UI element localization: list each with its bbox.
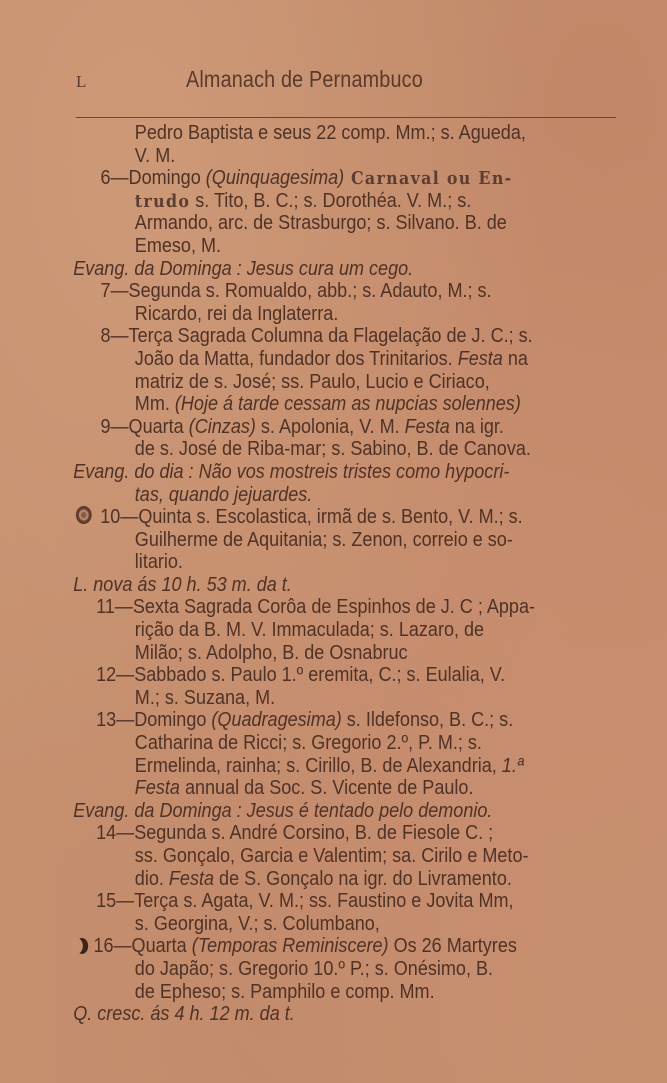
day-number: 12— <box>96 663 135 687</box>
new-moon-note <box>60 574 566 597</box>
entry-text: Os 26 Martyres <box>388 934 517 958</box>
weekday: Quarta <box>131 934 192 958</box>
entry-text: s. Apolonia, V. M. <box>255 414 405 438</box>
gospel-note-13 <box>60 800 566 823</box>
entry-8-line-2 <box>60 348 566 371</box>
entry-8-line-3: matriz de s. José; ss. Paulo, Lucio e Ciriaco, <box>134 369 490 393</box>
festa-label: Festa <box>404 414 450 438</box>
entry-7-line-1 <box>60 280 566 303</box>
day-number: 6— <box>100 166 129 190</box>
moon-phase-text: L. nova ás 10 h. 53 m. da t. <box>73 572 292 596</box>
full-moon-icon <box>76 506 92 524</box>
gospel-text: Evang. do dia : Não vos mostreis tristes como hypocri- <box>73 459 510 483</box>
page-header <box>76 66 616 106</box>
entry-6-line-3: Armando, arc. de Strasburgo; s. Silvano. B. de <box>134 211 507 235</box>
entry-text: de S. Gonçalo na igr. do Livramento. <box>214 866 512 890</box>
running-title: Almanach de Pernambuco <box>186 66 423 92</box>
entry-6-line-1 <box>60 167 566 190</box>
entry-text: Segunda s. André Corsino, B. de Fiesole C. ; <box>134 821 494 845</box>
entry-5-line-2: V. M. <box>134 143 176 167</box>
day-number: 9— <box>100 414 129 438</box>
day-number: 13— <box>96 708 135 732</box>
entry-12-line-1 <box>60 664 566 687</box>
entry-13-line-3 <box>60 755 566 778</box>
entry-text: Ermelinda, rainha; s. Cirillo, B. de Alexandria, <box>134 753 502 777</box>
weekday: Domingo <box>128 166 206 190</box>
entry-text: na igr. <box>449 414 504 438</box>
entry-14-line-3 <box>60 868 566 891</box>
entry-text: na <box>502 346 528 370</box>
festa-label: Festa <box>168 866 215 890</box>
entry-text: dio. <box>134 866 169 890</box>
entry-12-line-2: M.; s. Suzana, M. <box>134 685 276 709</box>
festa-label: Festa <box>457 346 503 370</box>
crescent-moon-icon <box>76 938 88 954</box>
day-number: 11— <box>96 595 133 619</box>
entry-16-line-2: do Japão; s. Gregorio 10.º P.; s. Onésimo, B. <box>134 956 494 980</box>
entry-15-line-2: s. Georgina, V.; s. Columbano, <box>134 911 380 935</box>
liturgical-note: (Quinquagesima) <box>205 166 345 190</box>
entry-13-line-1 <box>60 709 566 732</box>
entry-text: Quinta s. Escolastica, irmã de s. Bento, V. M.; s. <box>138 505 523 529</box>
entry-13-line-2: Catharina de Ricci; s. Gregorio 2.º, P. M.; s. <box>134 731 482 755</box>
gospel-text: Evang. da Dominga : Jesus é tentado pelo demonio. <box>73 798 493 822</box>
entry-text: Terça s. Agata, V. M.; ss. Faustino e Jovita Mm, <box>134 889 514 913</box>
carnaval-heading: Carnaval ou En- <box>344 168 513 190</box>
entry-11-line-2: rição da B. M. V. Immaculada; s. Lazaro, de <box>134 618 485 642</box>
entry-11-line-1 <box>60 596 566 619</box>
entry-8-line-4 <box>60 393 566 416</box>
entry-7-line-2: Ricardo, rei da Inglaterra. <box>134 301 339 325</box>
entry-14-line-2: ss. Gonçalo, Garcia e Valentim; sa. Cirilo e Meto- <box>134 844 529 867</box>
weekday: Domingo <box>134 708 212 732</box>
entry-5-line-1: Pedro Baptista e seus 22 comp. Mm.; s. Agueda, <box>134 121 526 144</box>
gospel-text: tas, quando jejuardes. <box>134 482 313 506</box>
entry-14-line-1 <box>60 822 566 845</box>
entry-text: Sabbado s. Paulo 1.º eremita, C.; s. Eulalia, V. <box>134 663 506 687</box>
day-number: 15— <box>96 889 135 913</box>
entry-6-line-2 <box>60 190 566 213</box>
entry-15-line-1 <box>60 890 566 913</box>
gospel-note-9-line-2 <box>60 484 566 507</box>
entry-16-line-1 <box>60 935 566 958</box>
entry-text: s. Ildefonso, B. C.; s. <box>341 708 514 732</box>
entry-10-line-2: Guilherme de Aquitania; s. Zenon, correio e so- <box>134 527 513 551</box>
calendar-text <box>60 122 635 1026</box>
header-rule <box>76 117 616 118</box>
entry-16-line-3: de Epheso; s. Pamphilo e comp. Mm. <box>134 979 435 1003</box>
entry-text: Terça Sagrada Columna da Flagelação de J. C.; s. <box>128 324 533 348</box>
gospel-text: . da Dominga : Jesus cura um cego. <box>124 256 414 280</box>
entry-text: Mm. <box>134 392 175 416</box>
nupcias-note: (Hoje á tarde cessam as nupcias solennes) <box>174 392 521 416</box>
entry-10-line-1 <box>60 506 566 529</box>
page-number: L <box>76 72 87 91</box>
entry-9-line-1 <box>60 416 566 439</box>
entry-text: s. Tito, B. C.; s. Dorothéa. V. M.; s. <box>190 188 472 212</box>
day-number: 14— <box>96 821 135 845</box>
liturgical-note: (Cinzas) <box>188 414 256 438</box>
entry-text: annual da Soc. S. Vicente de Paulo. <box>179 776 474 800</box>
gospel-note-6 <box>60 258 566 281</box>
entry-text: João da Matta, fundador dos Trinitarios. <box>134 346 458 370</box>
entry-9-line-2: de s. José de Riba-mar; s. Sabino, B. de Canova. <box>134 437 531 461</box>
first-quarter-note <box>60 1003 566 1026</box>
day-number: 16— <box>93 934 132 958</box>
entry-8-line-1 <box>60 325 566 348</box>
gospel-note-9-line-1 <box>60 461 566 484</box>
weekday: Quarta <box>128 414 189 438</box>
entry-6-line-4: Emeso, M. <box>134 233 222 257</box>
day-number: 10— <box>100 505 139 529</box>
moon-phase-text: Q. cresc. ás 4 h. 12 m. da t. <box>73 1002 295 1026</box>
entry-11-line-3: Milão; s. Adolpho, B. de Osnabruc <box>134 640 408 664</box>
entry-10-line-3: litario. <box>134 550 183 574</box>
liturgical-note: (Quadragesima) <box>211 708 342 732</box>
day-number: 8— <box>100 324 129 348</box>
entry-13-line-4 <box>60 777 566 800</box>
day-number: 7— <box>100 279 129 303</box>
carnaval-heading-cont: trudo <box>134 190 191 212</box>
festa-label: Festa <box>134 776 180 800</box>
gospel-label: Evang <box>73 256 125 280</box>
liturgical-note: (Temporas Reminiscere) <box>191 934 389 958</box>
ordinal: 1.ª <box>501 753 524 777</box>
entry-text: Segunda s. Romualdo, abb.; s. Adauto, M.; s. <box>128 279 492 303</box>
entry-text: Sexta Sagrada Corôa de Espinhos de J. C ; Appa- <box>132 595 535 619</box>
